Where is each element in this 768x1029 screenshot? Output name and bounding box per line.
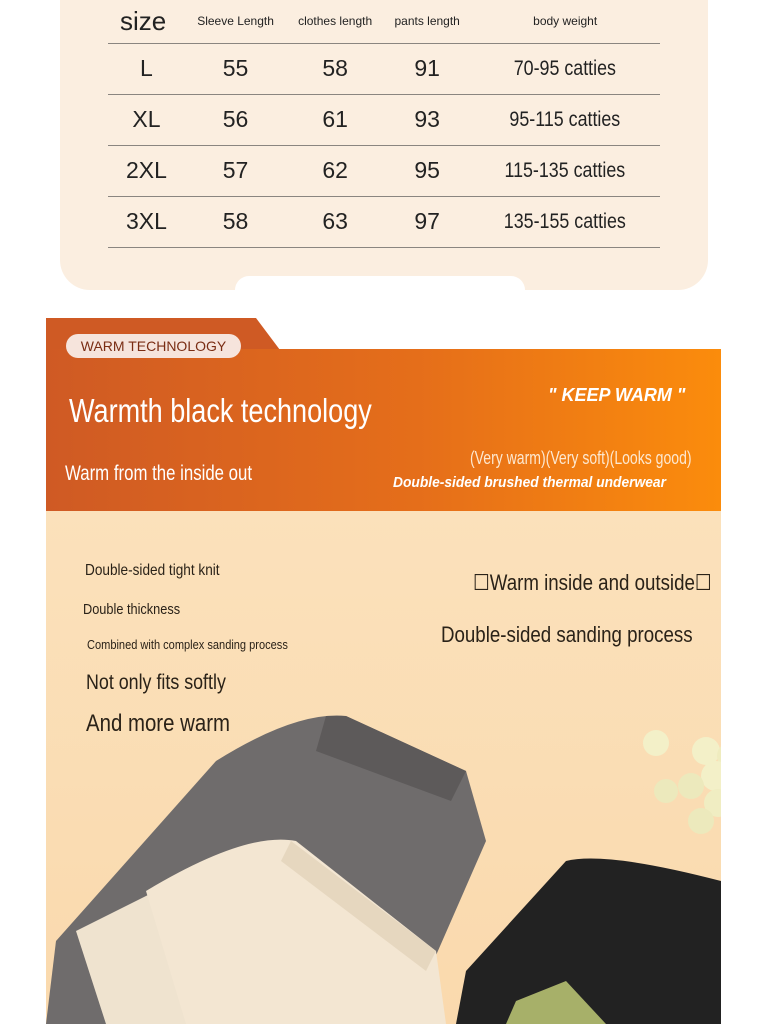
- cell: 58: [185, 196, 286, 247]
- banner-subtitle: Warm from the inside out: [65, 462, 253, 485]
- header-weight: body weight: [470, 0, 660, 43]
- cell: 91: [384, 43, 470, 94]
- keep-warm-label: " KEEP WARM ": [548, 385, 686, 405]
- header-size: size: [108, 0, 185, 43]
- cell: 93: [384, 94, 470, 145]
- detail-3: Combined with complex sanding process: [87, 637, 288, 652]
- cell: 61: [286, 94, 384, 145]
- cell: 3XL: [108, 196, 185, 247]
- table-row: [108, 196, 660, 247]
- warm-technology-tag: WARM TECHNOLOGY: [66, 334, 241, 358]
- warm-inside-outside: ☐Warm inside and outside☐: [473, 570, 712, 595]
- detail-5: And more warm: [86, 710, 230, 737]
- product-name: Double-sided brushed thermal underwear: [393, 474, 666, 491]
- cell: 135-155 catties: [485, 196, 646, 247]
- header-pants: pants length: [384, 0, 470, 43]
- cell: L: [108, 43, 185, 94]
- card-notch: [235, 276, 525, 296]
- detail-4: Not only fits softly: [86, 671, 226, 694]
- detail-1: Double-sided tight knit: [85, 562, 220, 579]
- detail-2: Double thickness: [83, 601, 181, 618]
- cell: 2XL: [108, 145, 185, 196]
- size-table: [108, 0, 660, 248]
- header-clothes: clothes length: [286, 0, 384, 43]
- cell: 95-115 catties: [485, 94, 646, 145]
- table-row: [108, 145, 660, 196]
- black-pants: [456, 859, 721, 1025]
- features-text: (Very warm)(Very soft)(Looks good): [470, 448, 692, 468]
- cell: 70-95 catties: [485, 43, 646, 94]
- banner-title: Warmth black technology: [69, 392, 372, 429]
- cell: 115-135 catties: [485, 145, 646, 196]
- cell: XL: [108, 94, 185, 145]
- table-row: [108, 94, 660, 145]
- cell: 95: [384, 145, 470, 196]
- cell: 57: [185, 145, 286, 196]
- cell: 55: [185, 43, 286, 94]
- table-row: [108, 43, 660, 94]
- ball-decoration-icon: [643, 730, 721, 834]
- cell: 58: [286, 43, 384, 94]
- header-sleeve: Sleeve Length: [185, 0, 286, 43]
- cell: 97: [384, 196, 470, 247]
- sanding-process: Double-sided sanding process: [441, 622, 693, 647]
- cell: 56: [185, 94, 286, 145]
- cell: 63: [286, 196, 384, 247]
- table-header: [108, 0, 660, 43]
- cell: 62: [286, 145, 384, 196]
